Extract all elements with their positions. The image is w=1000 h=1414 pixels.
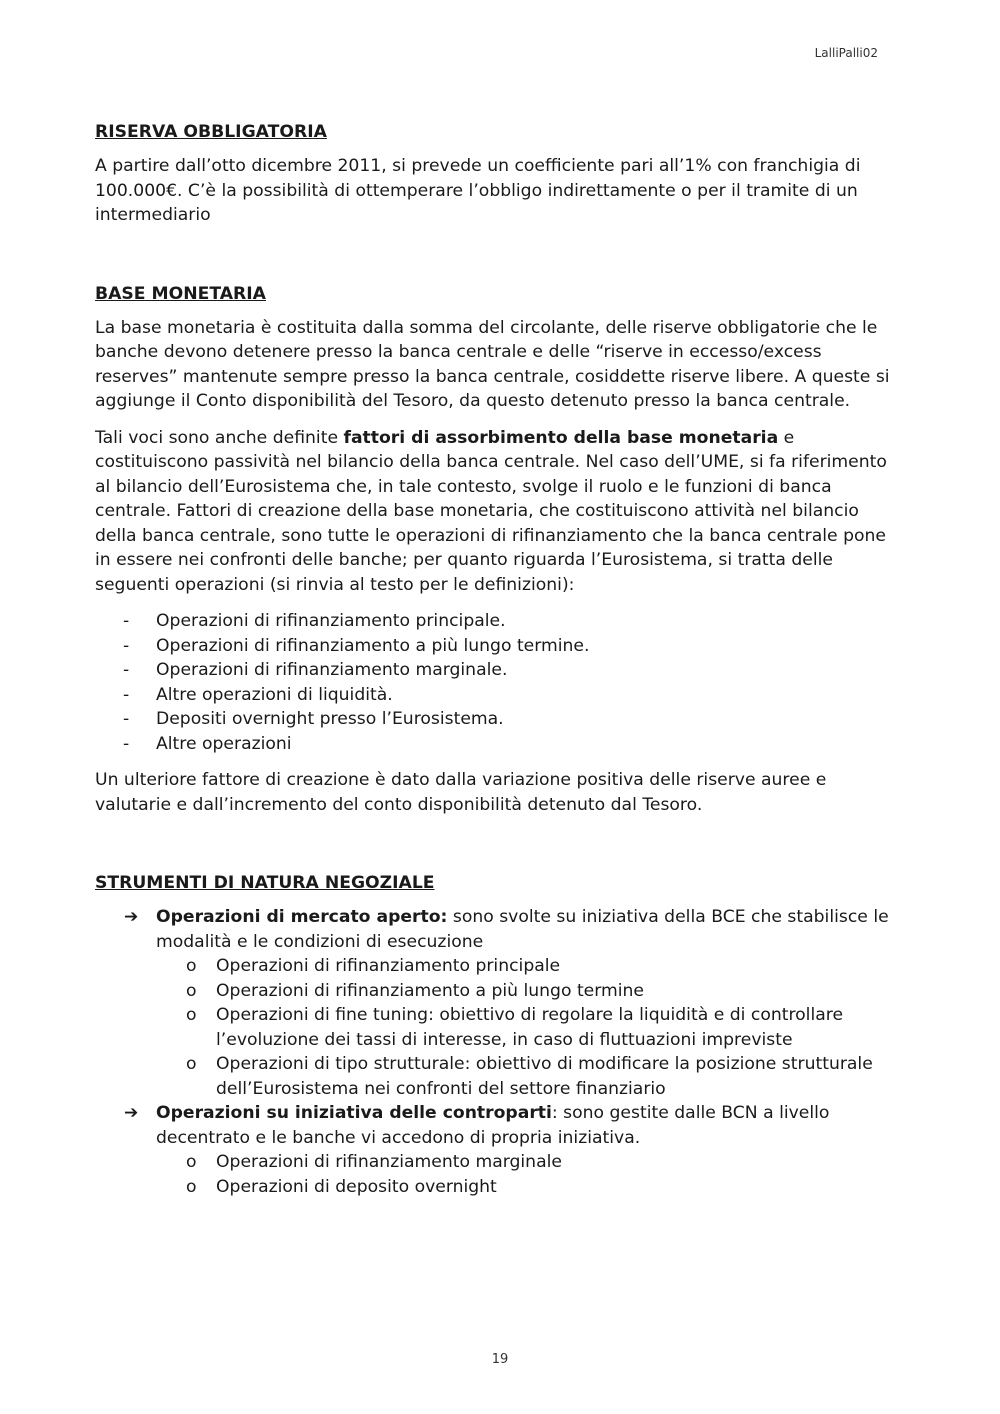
base-paragraph-2-post: e costituiscono passività nel bilancio della banca centrale. Nel caso dell’UME, si fa riferimento al bilancio dell’Eurosistema che, in tale contesto, svolge il ruolo e le funzioni di banca centrale. Fattori di creazione della base monetaria, che costituiscono attività nel bilancio della banca centrale, sono tutte le operazioni di rifinanziamento che la banca centrale pone in essere nei confronti delle banche; per quanto riguarda l’Eurosistema, si tratta delle seguenti operazioni (si rinvia al testo per le definizioni): xyxy=(95,427,887,595)
circle-bullet-icon: o xyxy=(186,980,197,1001)
instrument-item-text: : sono gestite dalle BCN a livello decentrato e le banche vi accedono di propria iniziativa. xyxy=(156,1103,830,1148)
list-item: - Depositi overnight presso l’Eurosistema. xyxy=(95,707,895,732)
sub-list-item xyxy=(95,1150,895,1175)
instrument-item-open-market xyxy=(95,905,895,954)
instruments-list xyxy=(95,905,895,1199)
section-title-strumenti: STRUMENTI DI NATURA NEGOZIALE xyxy=(95,873,435,893)
section-spacer xyxy=(95,829,895,871)
section-title-riserva: RISERVA OBBLIGATORIA xyxy=(95,122,327,142)
section-spacer xyxy=(95,240,895,282)
base-paragraph-2 xyxy=(95,426,895,598)
list-item: - Altre operazioni xyxy=(95,732,895,757)
sub-list-item xyxy=(95,954,895,979)
instrument-item-counterparties xyxy=(95,1101,895,1150)
instrument-item-title: Operazioni su iniziativa delle controparti xyxy=(156,1103,552,1123)
list-item: - Operazioni di rifinanziamento a più lungo termine. xyxy=(95,634,895,659)
circle-bullet-icon: o xyxy=(186,1176,197,1197)
sub-list-item-text: Operazioni di fine tuning: obiettivo di regolare la liquidità e di controllare l’evoluzione dei tassi di interesse, in caso di fluttuazioni impreviste xyxy=(216,1005,844,1050)
counterparties-sublist xyxy=(95,1150,895,1199)
sub-list-item-text: Operazioni di rifinanziamento a più lungo termine xyxy=(216,980,645,1001)
list-item: - Operazioni di rifinanziamento principale. xyxy=(95,609,895,634)
circle-bullet-icon: o xyxy=(186,1152,197,1172)
section-title-base: BASE MONETARIA xyxy=(95,283,266,304)
sub-list-item xyxy=(95,1175,895,1200)
base-paragraph-2-bold: fattori di assorbimento della base monetaria xyxy=(343,427,779,448)
sub-list-item-text: Operazioni di rifinanziamento marginale xyxy=(216,1152,562,1172)
circle-bullet-icon: o xyxy=(186,956,197,976)
sub-list-item xyxy=(95,979,895,1004)
arrow-right-icon: ➔ xyxy=(124,1103,139,1123)
arrow-right-icon: ➔ xyxy=(124,907,139,927)
base-paragraph-2-pre: Tali voci sono anche definite xyxy=(95,427,344,448)
page-number: 19 xyxy=(491,1352,509,1367)
sub-list-item-text: Operazioni di rifinanziamento principale xyxy=(216,956,561,976)
open-market-sublist xyxy=(95,954,895,1101)
instrument-item-text: sono svolte su iniziativa della BCE che stabilisce le modalità e le condizioni di esecuzione xyxy=(156,907,889,952)
instrument-item-title: Operazioni di mercato aperto: xyxy=(156,907,448,927)
list-item: - Altre operazioni di liquidità. xyxy=(95,683,895,708)
base-paragraph-3: Un ulteriore fattore di creazione è dato dalla variazione positiva delle riserve auree e valutarie e dall’incremento del conto disponibilità detenuto dal Tesoro. xyxy=(95,770,827,815)
circle-bullet-icon: o xyxy=(186,1005,197,1025)
list-item: - Operazioni di rifinanziamento marginale. xyxy=(95,658,895,683)
riserva-paragraph: A partire dall’otto dicembre 2011, si prevede un coefficiente pari all’1% con franchigia di 100.000€. C’è la possibilità di ottemperare l’obbligo indirettamente o per il tramite di un intermediario xyxy=(95,156,861,225)
sub-list-item-text: Operazioni di tipo strutturale: obiettivo di modificare la posizione strutturale dell’Eurosistema nei confronti del settore finanziario xyxy=(216,1054,873,1099)
sub-list-item-text: Operazioni di deposito overnight xyxy=(216,1176,497,1197)
circle-bullet-icon: o xyxy=(186,1054,197,1074)
sub-list-item xyxy=(95,1003,895,1052)
base-paragraph-1: La base monetaria è costituita dalla somma del circolante, delle riserve obbligatorie che le banche devono detenere presso la banca centrale e delle “riserve in eccesso/excess reserves” mantenute sempre presso la banca centrale, cosiddette riserve libere. A queste si aggiunge il Conto disponibilità del Tesoro, da questo detenuto presso la banca centrale. xyxy=(95,317,890,411)
header-tag: LalliPalli02 xyxy=(814,46,878,60)
operations-list xyxy=(95,609,895,756)
sub-list-item xyxy=(95,1052,895,1101)
document-body xyxy=(95,120,895,1199)
